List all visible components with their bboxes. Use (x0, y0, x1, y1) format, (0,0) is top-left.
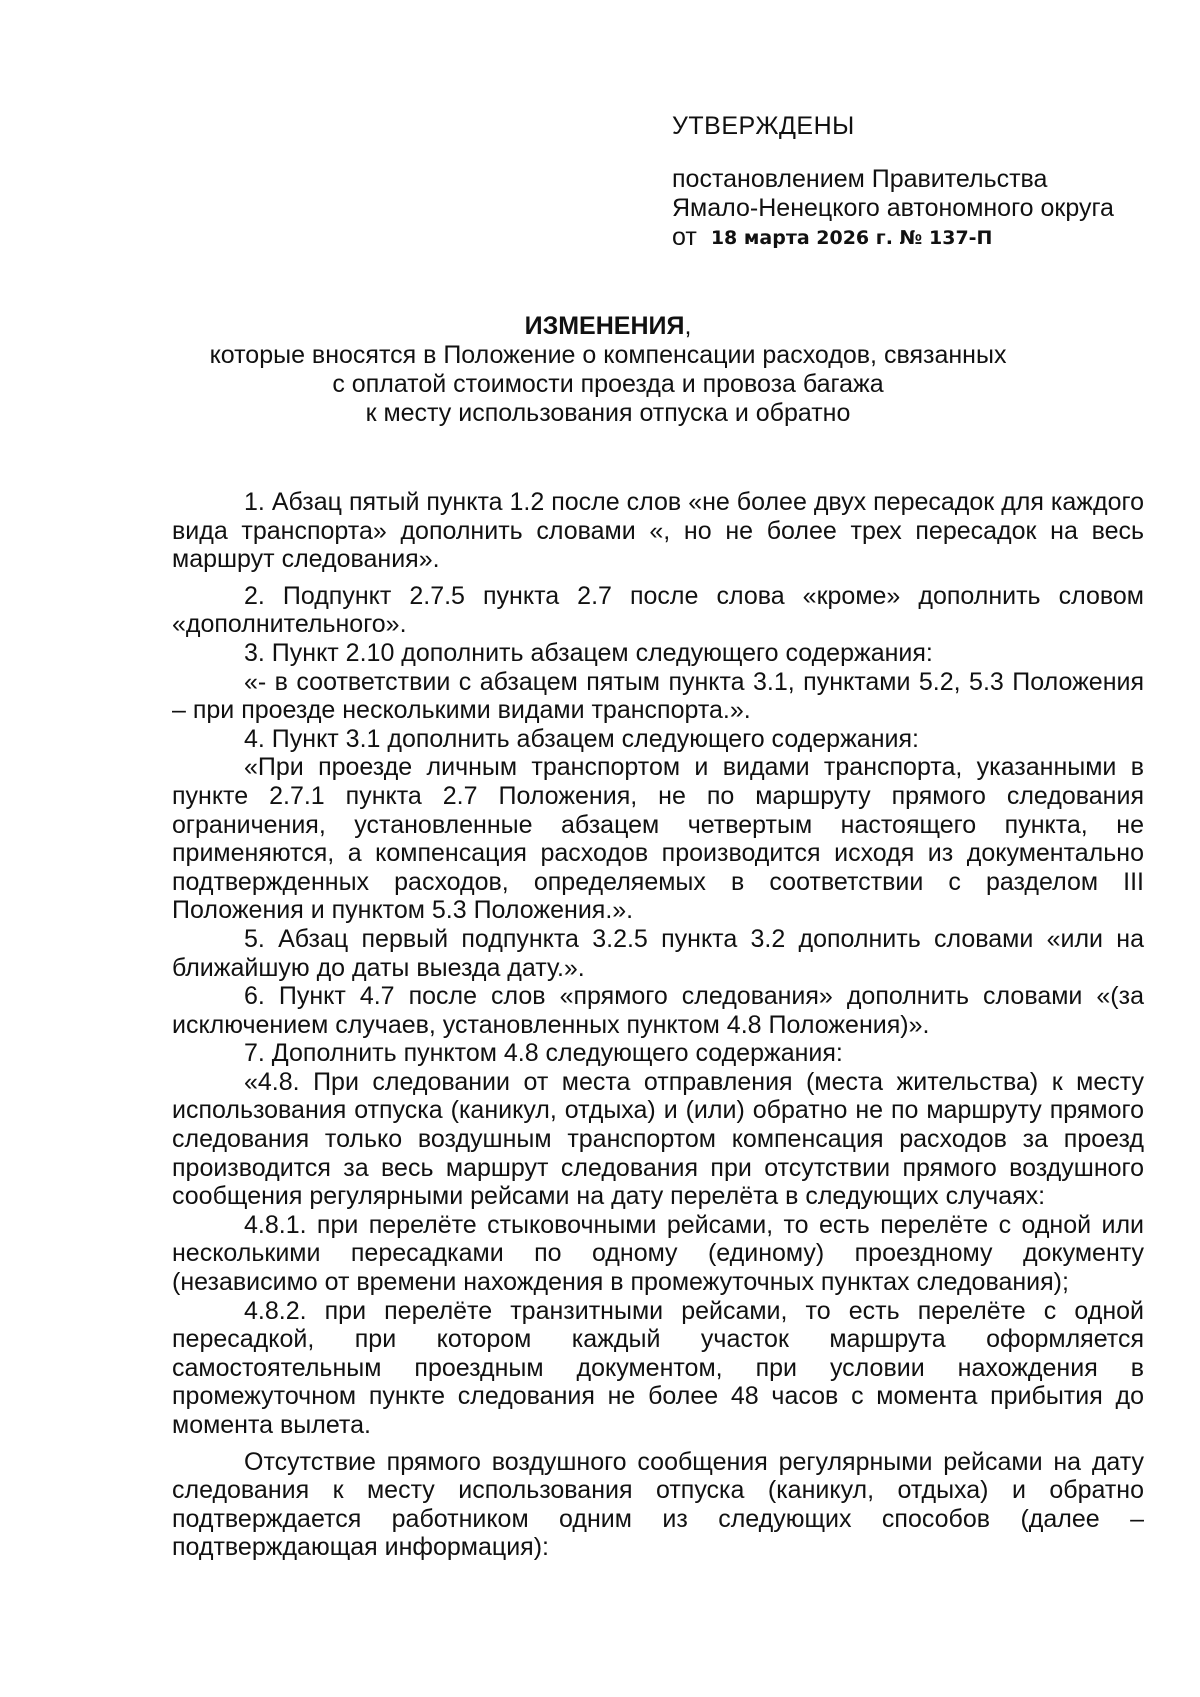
document-subtitle-line-3: к месту использования отпуска и обратно (365, 399, 851, 427)
paragraph-confirmation: Отсутствие прямого воздушного сообщения регулярными рейсами на дату следования к месту использования отпуска (каникул, отдыха) и обратно подтверждается работником одним из следующих способов (далее – подтверждающая информация): (172, 1447, 1144, 1562)
document-title-suffix: , (684, 312, 692, 340)
approval-heading: УТВЕРЖДЕНЫ (672, 112, 855, 140)
paragraph-item-4-quote: «При проезде личным транспортом и видами транспорта, указанными в пункте 2.7.1 пункта 2.7 Положения, не по маршруту прямого следования ограничения, установленные абзацем четвертым настоящего пункта, не применяются, а компенсация расходов производится исходя из документально подтвержденных расходов, определяемых в соответствии с разделом III Положения и пунктом 5.3 Положения.». (172, 753, 1144, 925)
paragraph-subitem-4-8-2: 4.8.2. при перелёте транзитными рейсами, то есть перелёте с одной пересадкой, при котором каждый участок маршрута оформляется самостоятельным проездным документом, при условии нахождения в промежуточном пункте следования не более 48 часов с момента прибытия до момента вылета. (172, 1296, 1144, 1439)
document-title: ИЗМЕНЕНИЯ (524, 312, 685, 340)
paragraph-item-7-quote: «4.8. При следовании от места отправления (места жительства) к месту использования отпуска (каникул, отдыха) и (или) обратно не по маршруту прямого следования только воздушным транспортом компенсация расходов за проезд производится за весь маршрут следования при отсутствии прямого воздушного сообщения регулярными рейсами на дату перелёта в следующих случаях: (172, 1067, 1144, 1211)
approval-date-line (672, 223, 1142, 254)
paragraph-item-1: 1. Абзац пятый пункта 1.2 после слов «не более двух пересадок для каждого вида транспорта» дополнить словами «, но не более трех пересадок на весь маршрут следования». (172, 488, 1144, 574)
paragraph-item-3-quote: «- в соответствии с абзацем пятым пункта 3.1, пунктами 5.2, 5.3 Положения – при проезде несколькими видами транспорта.». (172, 667, 1144, 725)
paragraph-item-3: 3. Пункт 2.10 дополнить абзацем следующего содержания: (244, 638, 933, 667)
paragraph-item-5: 5. Абзац первый подпункта 3.2.5 пункта 3.2 дополнить словами «или на ближайшую до даты выезда дату.». (172, 924, 1144, 982)
document-body (172, 488, 1144, 1562)
approval-date-prefix: от (672, 223, 697, 251)
paragraph-item-2: 2. Подпункт 2.7.5 пункта 2.7 после слова «кроме» дополнить словом «дополнительного». (172, 581, 1144, 639)
approval-date-stamp: 18 марта 2026 г. № 137-П (710, 227, 993, 249)
document-title-block (180, 312, 1036, 428)
approval-block (672, 112, 1142, 254)
document-subtitle-line-2: с оплатой стоимости проезда и провоза багажа (332, 370, 884, 398)
paragraph-subitem-4-8-1: 4.8.1. при перелёте стыковочными рейсами, то есть перелёте с одной или несколькими пересадками по одному (единому) проездному документу (независимо от времени нахождения в промежуточных пунктах следования); (172, 1210, 1144, 1297)
approval-line-2: Ямало-Ненецкого автономного округа (672, 194, 1114, 222)
approval-line-1: постановлением Правительства (672, 165, 1048, 193)
document-subtitle-line-1: которые вносятся в Положение о компенсации расходов, связанных (209, 341, 1007, 369)
document-title-line (180, 312, 1036, 341)
paragraph-item-4: 4. Пункт 3.1 дополнить абзацем следующего содержания: (244, 724, 919, 753)
paragraph-item-7: 7. Дополнить пунктом 4.8 следующего содержания: (244, 1039, 843, 1068)
paragraph-item-6: 6. Пункт 4.7 после слов «прямого следования» дополнить словами «(за исключением случаев, установленных пунктом 4.8 Положения)». (172, 982, 1144, 1039)
